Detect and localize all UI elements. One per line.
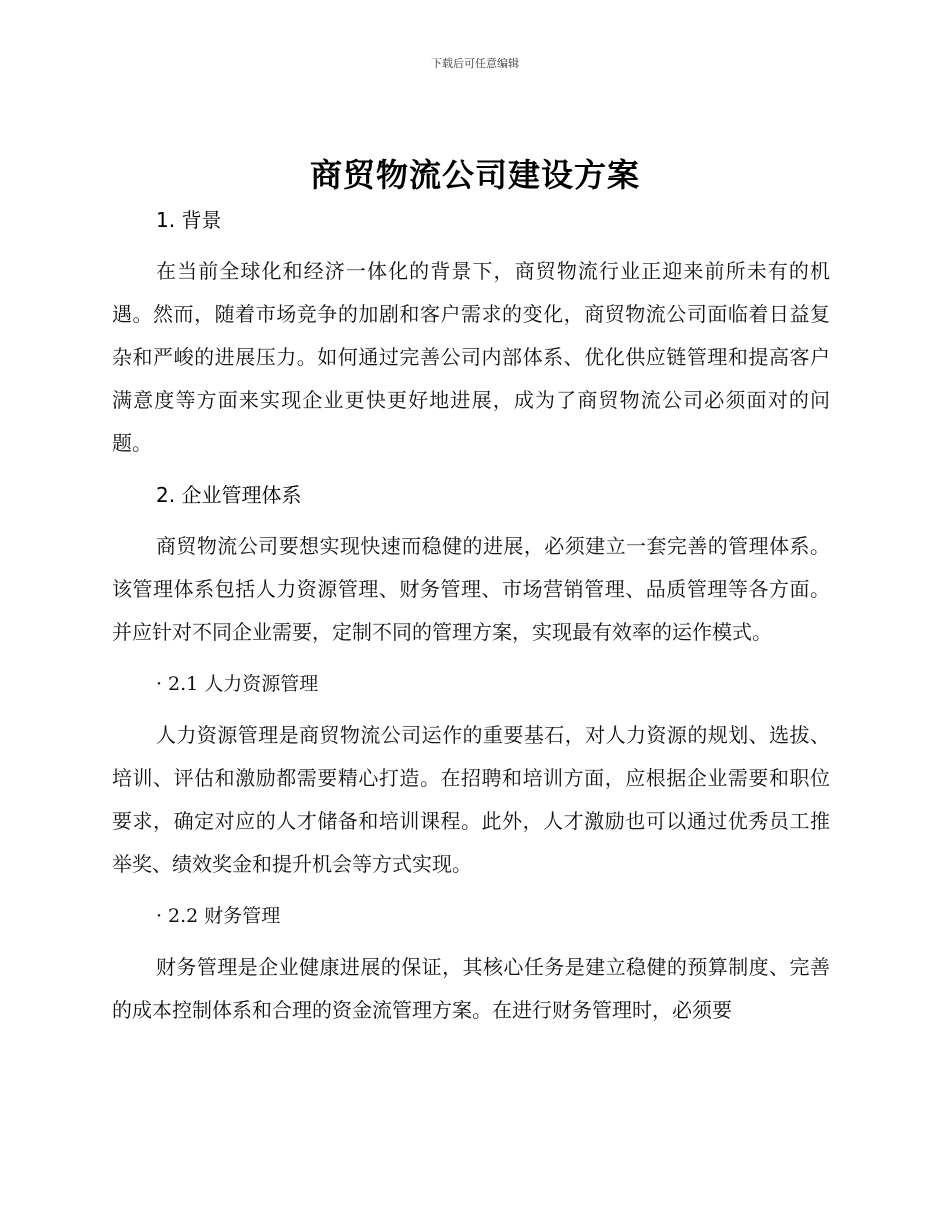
bullet-icon: · [156, 905, 163, 927]
paragraph-background: 在当前全球化和经济一体化的背景下，商贸物流行业正迎来前所未有的机遇。然而，随着市场竞争的加剧和客户需求的变化，商贸物流公司面临着日益复杂和严峻的进展压力。如何通过完善公司内部体系、优化供应链管理和提高客户满意度等方面来实现企业更快更好地进展，成为了商贸物流公司必须面对的问题。 [112, 259, 830, 455]
subheading-hr-label: 2.1 人力资源管理 [168, 673, 319, 695]
paragraph-management-system: 商贸物流公司要想实现快速而稳健的进展，必须建立一套完善的管理体系。该管理体系包括人力资源管理、财务管理、市场营销管理、品质管理等各方面。并应针对不同企业需要，定制不同的管理方案，实现最有效率的运作模式。 [112, 534, 830, 644]
paragraph-finance: 财务管理是企业健康进展的保证，其核心任务是建立稳健的预算制度、完善的成本控制体系和合理的资金流管理方案。在进行财务管理时，必须要 [112, 955, 830, 1022]
paragraph-hr: 人力资源管理是商贸物流公司运作的重要基石，对人力资源的规划、选拔、培训、评估和激励都需要精心打造。在招聘和培训方面，应根据企业需要和职位要求，确定对应的人才储备和培训课程。此外，人才激励也可以通过优秀员工推举奖、绩效奖金和提升机会等方式实现。 [112, 723, 830, 876]
bullet-icon: · [156, 673, 163, 695]
subheading-finance-label: 2.2 财务管理 [168, 905, 281, 927]
page-title: 商贸物流公司建设方案 [309, 156, 640, 194]
section-heading-management-system: 2. 企业管理体系 [156, 483, 302, 507]
section-heading-background: 1. 背景 [156, 208, 222, 232]
subheading-hr [112, 666, 830, 702]
header-note: 下载后可任意编辑 [431, 57, 519, 70]
subheading-finance [112, 898, 830, 934]
document-body [112, 202, 830, 1044]
